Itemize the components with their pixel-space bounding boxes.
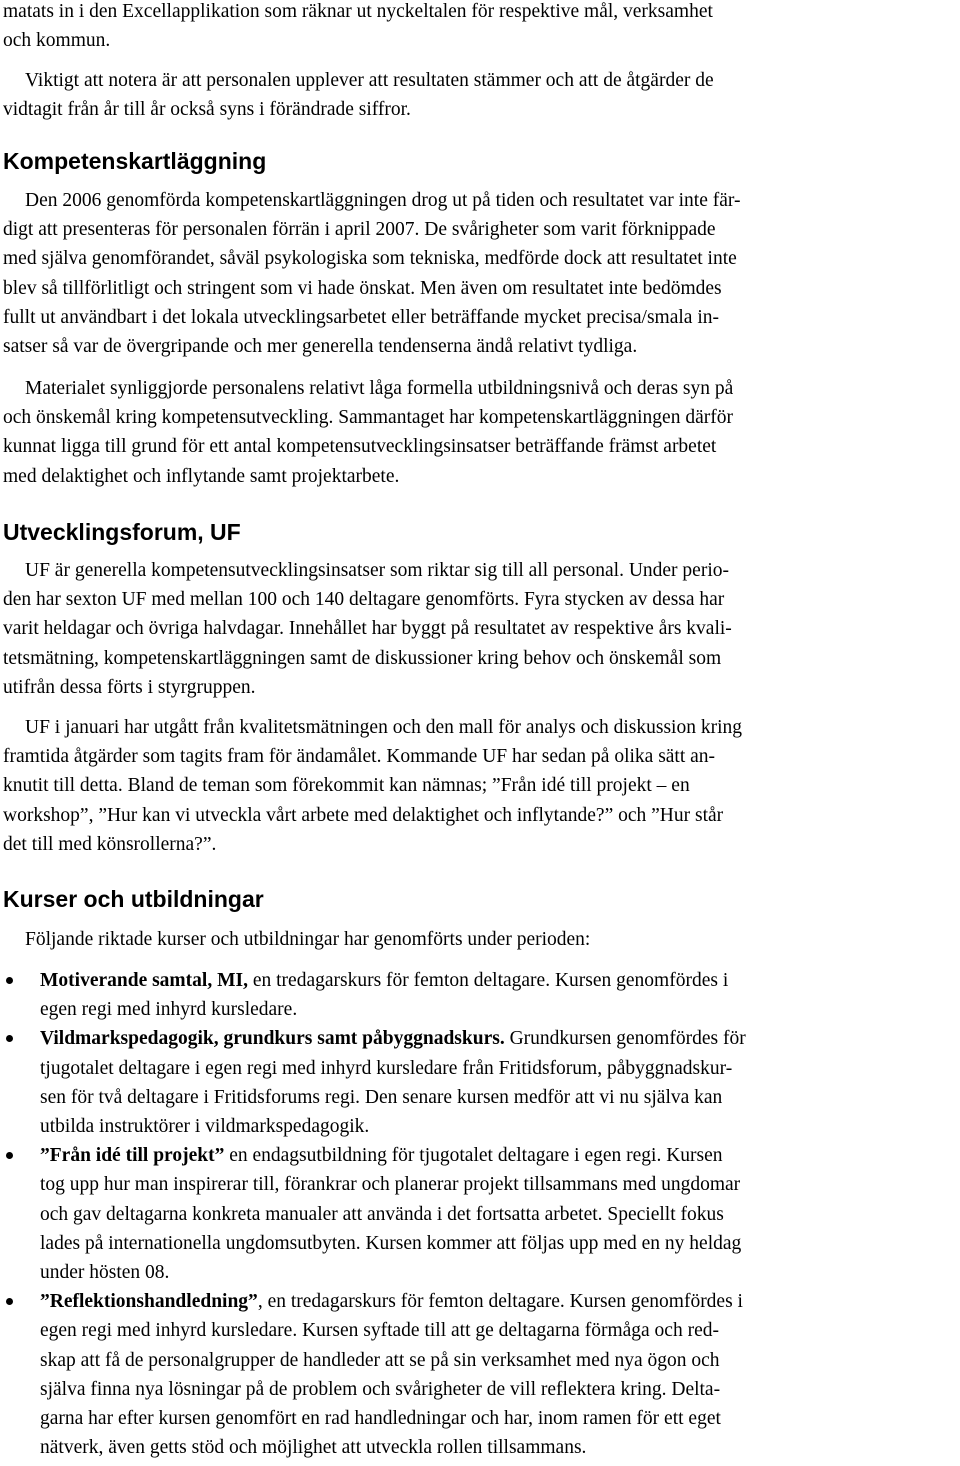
section2-paragraph-2 [0, 713, 960, 859]
text-line: vidtagit från år till år också syns i förändrade siffror. [3, 99, 411, 121]
section1-paragraph-1 [0, 186, 960, 361]
section-heading-utvecklingsforum: Utvecklingsforum, UF [3, 519, 241, 545]
text-line: Viktigt att notera är att personalen upplever att resultaten stämmer och att de åtgärder de [25, 70, 714, 91]
text-line: UF i januari har utgått från kvalitetsmätningen och den mall för analys och diskussion kring [25, 717, 743, 738]
text-line: och kommun. [3, 30, 111, 52]
course-title: Motiverande samtal, MI, [40, 970, 248, 991]
text-line: den har sexton UF med mellan 100 och 140 deltagare genomförts. Fyra stycken av dessa har [3, 589, 725, 611]
text-line: satser så var de övergripande och mer generella tendenserna ändå relativt tydliga. [3, 336, 638, 358]
text-line: tjugotalet deltagare i egen regi med inhyrd kursledare från Fritidsforum, påbyggnadskur- [40, 1057, 733, 1079]
bullet-icon [6, 977, 13, 984]
text-line: workshop”, ”Hur kan vi utveckla vårt arbete med delaktighet och inflytande?” och ”Hur står [3, 804, 724, 826]
text-line: själva finna nya lösningar på de problem och svårigheter de vill reflektera kring. Delta- [40, 1378, 721, 1400]
text-line: under hösten 08. [40, 1262, 170, 1284]
course-text: en endagsutbildning för tjugotalet deltagare i egen regi. Kursen [224, 1145, 723, 1167]
text-line: med själva genomförandet, såväl psykologiska som tekniska, medförde dock att resultatet inte [3, 248, 737, 270]
text-line: och gav deltagarna konkreta manualer att använda i det fortsatta arbetet. Speciellt fokus [40, 1203, 724, 1225]
text-line: utifrån dessa förts i styrgruppen. [3, 676, 256, 698]
course-title: ”Från idé till projekt” [40, 1145, 225, 1167]
text-line: sen för två deltagare i Fritidsforums regi. Den senare kursen medför att vi nu själva kan [40, 1086, 723, 1108]
text-line: Följande riktade kurser och utbildningar har genomförts under perioden: [25, 929, 591, 950]
text-line: med delaktighet och inflytande samt projektarbete. [3, 465, 400, 487]
section3-intro [0, 925, 960, 954]
text-line: skap att få de personalgrupper de handleder att se på sin verksamhet med nya ögon och [40, 1349, 720, 1371]
text-line: utbilda instruktörer i vildmarkspedagogik. [40, 1116, 370, 1138]
course-title: ”Reflektionshandledning” [40, 1291, 258, 1313]
intro-paragraph [0, 0, 960, 55]
course-text: Grundkursen genomfördes för [504, 1028, 746, 1050]
list-item [0, 966, 960, 1024]
text-line: matats in i den Excellapplikation som räknar ut nyckeltalen för respektive mål, verksamhet [3, 1, 713, 22]
text-line: tog upp hur man inspirerar till, förankrar och planerar projekt tillsammans med ungdomar [40, 1174, 741, 1196]
text-line: kunnat ligga till grund för ett antal kompetensutvecklingsinsatser beträffande främst arbetet [3, 436, 717, 458]
text-line: garna har efter kursen genomfört en rad handledningar och har, inom ramen för ett eget [40, 1408, 721, 1430]
course-list [0, 966, 960, 1462]
text-line: tetsmätning, kompetenskartläggningen samt de diskussioner kring behov och önskemål som [3, 647, 722, 669]
course-text: en tredagarskurs för femton deltagare. Kursen genomfördes i [247, 970, 729, 991]
list-item [0, 1141, 960, 1287]
text-line: och önskemål kring kompetensutveckling. Sammantaget har kompetenskartläggningen därför [3, 407, 733, 429]
section-heading-kurser: Kurser och utbildningar [3, 886, 264, 912]
text-line: knutit till detta. Bland de teman som förekommit kan nämnas; ”Från idé till projekt – en [3, 775, 690, 797]
course-text: , en tredagarskurs för femton deltagare. Kursen genomfördes i [257, 1291, 743, 1313]
text-line: egen regi med inhyrd kursledare. Kursen syftade till att ge deltagarna förmåga och red- [40, 1320, 719, 1342]
intro-paragraph-2 [0, 66, 960, 124]
section2-paragraph-1 [0, 556, 960, 702]
bullet-icon [6, 1152, 13, 1159]
bullet-icon [6, 1298, 13, 1305]
text-line: UF är generella kompetensutvecklingsinsatser som riktar sig till all personal. Under perio- [25, 560, 729, 581]
text-line: digt att presenteras för personalen förrän i april 2007. De svårigheter som varit förknippade [3, 219, 716, 241]
text-line: Den 2006 genomförda kompetenskartläggningen drog ut på tiden och resultatet var inte fär- [25, 190, 741, 211]
text-line: Materialet synliggjorde personalens relativt låga formella utbildningsnivå och deras syn på [25, 378, 734, 399]
bullet-icon [6, 1035, 13, 1042]
list-item [0, 1287, 960, 1462]
section1-paragraph-2 [0, 374, 960, 491]
section-heading-kompetenskartlaggning: Kompetenskartläggning [3, 148, 267, 174]
course-title: Vildmarkspedagogik, grundkurs samt påbyggnadskurs. [40, 1028, 505, 1050]
text-line: egen regi med inhyrd kursledare. [40, 999, 298, 1021]
text-line: fullt ut användbart i det lokala utvecklingsarbetet eller beträffande mycket precisa/smala in- [3, 306, 719, 328]
text-line: framtida åtgärder som tagits fram för ändamålet. Kommande UF har sedan på olika sätt an- [3, 746, 716, 768]
text-line: varit heldagar och övriga halvdagar. Innehållet har byggt på resultatet av respektive års kvali- [3, 618, 732, 640]
text-line: det till med könsrollerna?”. [3, 833, 217, 855]
list-item [0, 1024, 960, 1141]
text-line: lades på internationella ungdomsutbyten. Kursen kommer att följas upp med en ny heldag [40, 1232, 742, 1254]
text-line: blev så tillförlitligt och stringent som vi hade önskat. Men även om resultatet inte bedömdes [3, 277, 722, 299]
text-line: nätverk, även getts stöd och möjlighet att utveckla rollen tillsammans. [40, 1437, 587, 1459]
